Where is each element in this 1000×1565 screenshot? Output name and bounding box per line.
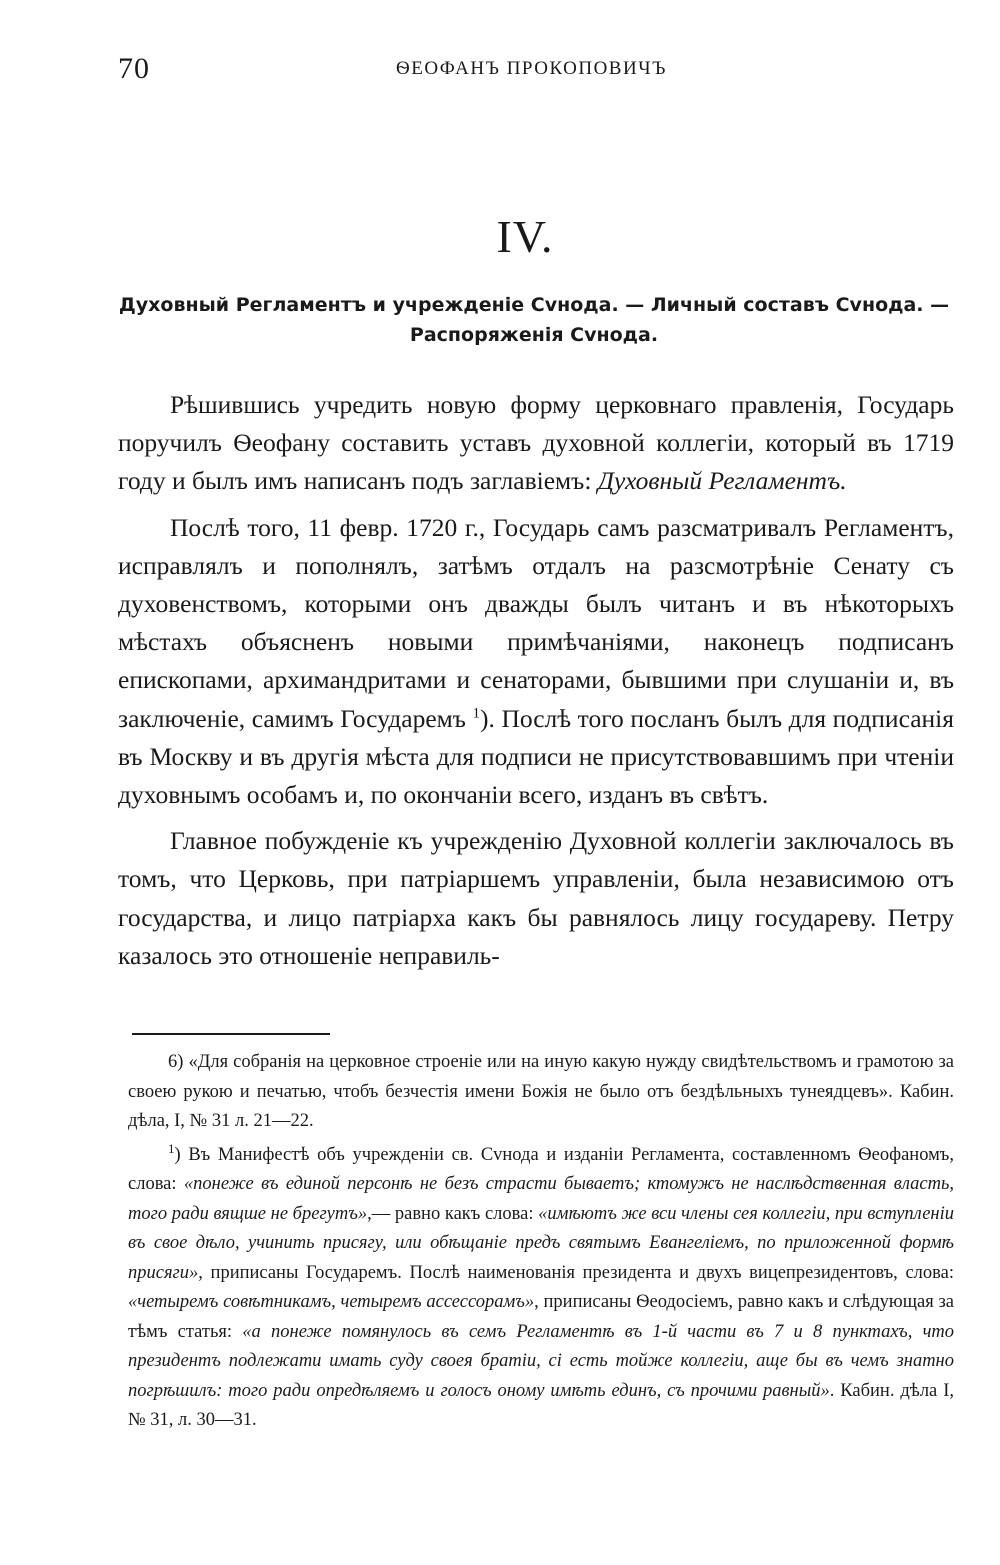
footnote-1-quote-4: «а понеже помянулось въ семъ Регламентѣ въ 1-й части въ 7 и 8 пунктахъ, что президентъ подлежати имать суду своея братіи, сі есть тойже коллегіи, аще бы въ чемъ знатно погрѣшилъ: того ради опредѣляемъ и голосъ оному имѣть единъ, съ прочими равный» bbox=[128, 1321, 955, 1401]
footnote-6-text: 6) «Для собранія на церковное строеніе или на иную какую нужду свидѣтельствомъ и грамотою за своею рукою и печатью, чтобъ безчестія имени Божія не было отъ бездѣльныхъ тунеядцевъ». Кабин. дѣла, I, № 31 л. 21—22. bbox=[128, 1052, 954, 1131]
footnote-1-text-b: ,— равно какъ слова: bbox=[367, 1203, 539, 1224]
paragraph-1 bbox=[118, 386, 954, 501]
footnote-ref-1[interactable]: 1 bbox=[472, 705, 481, 722]
paragraph-2 bbox=[118, 509, 954, 815]
paragraph-2-text-b: ). Послѣ того посланъ былъ для подписанія въ Москву и въ другія мѣста для подписи не присутствовавшимъ при чтеніи духовнымъ особамъ и, по окончаніи всего, изданъ въ свѣтъ. bbox=[118, 703, 954, 810]
paragraph-3 bbox=[118, 822, 954, 975]
footnote-1-text-a: ) Въ Манифестѣ объ учрежденіи св. Сvнода и изданіи Регламента, составленномъ Ѳеофаномъ, слова: bbox=[128, 1144, 954, 1194]
paragraph-3-text: Главное побужденіе къ учрежденію Духовной коллегіи заключалось въ томъ, что Церковь, при патріаршемъ управленіи, была независимою отъ государства, и лицо патріарха какъ бы равнялось лицу государеву. Петру казалось это отношеніе неправиль- bbox=[118, 826, 954, 970]
footnote-1 bbox=[128, 1141, 954, 1436]
footnote-1-text-d: , приписаны Ѳеодосіемъ, равно какъ и слѣдующая за тѣмъ статья: bbox=[128, 1292, 954, 1342]
paragraph-1-title-italic: Духовный Регламентъ. bbox=[597, 466, 847, 496]
chapter-subtitle: Духовный Регламентъ и учрежденіе Сvнода. — Личный составъ Сvнода. — Распоряженія Сvнода. bbox=[118, 294, 950, 346]
body-text bbox=[118, 386, 954, 983]
footnote-6 bbox=[128, 1048, 954, 1137]
running-head: ѲЕОФАНЪ ПРОКОПОВИЧЪ bbox=[396, 58, 667, 79]
paragraph-2-text-a: Послѣ того, 11 февр. 1720 г., Государь самъ разсматривалъ Регламентъ, исправлялъ и пополнялъ, затѣмъ отдалъ на разсмотрѣніе Сенату съ духовенствомъ, которыми онъ дважды былъ читанъ и въ нѣкоторыхъ мѣстахъ объясненъ новыми примѣчаніями, наконецъ подписанъ епископами, архимандритами и сенаторами, бывшими при слушаніи и, въ заключеніе, самимъ Государемъ bbox=[118, 512, 954, 733]
page-number: 70 bbox=[118, 52, 150, 85]
footnote-1-text-c: , приписаны Государемъ. Послѣ наименованія президента и двухъ вицепрезидентовъ, слова: bbox=[198, 1262, 954, 1283]
page-header bbox=[118, 52, 950, 92]
footnote-1-mark: 1 bbox=[168, 1140, 175, 1156]
footnote-1-quote-3: «четыремъ совѣтникамъ, четыремъ ассессорамъ» bbox=[128, 1292, 535, 1312]
footnote-1-quote-2: «имѣютъ же вси члены сея коллегіи, при вступленіи въ свое дѣло, учинить присягу, или обѣщаніе предъ святымъ Евангеліемъ, по приложенной формѣ присяги» bbox=[128, 1203, 954, 1283]
footnote-1-quote-1: «понеже въ единой персонѣ не безъ страсти бываетъ; ктомужъ не наслѣдственная власть, того ради вящше не брегутъ» bbox=[128, 1174, 954, 1224]
paragraph-1-text: Рѣшившись учредить новую форму церковнаго правленія, Государь поручилъ Ѳеофану составить уставъ духовной коллегіи, который въ 1719 году и былъ имъ написанъ подъ заглавіемъ: bbox=[118, 390, 954, 496]
footnotes bbox=[128, 1048, 954, 1440]
chapter-number: IV. bbox=[496, 211, 554, 262]
footnote-divider bbox=[132, 1033, 330, 1035]
footnote-1-text-e: . Кабин. дѣла I, № 31, л. 30—31. bbox=[128, 1380, 954, 1430]
